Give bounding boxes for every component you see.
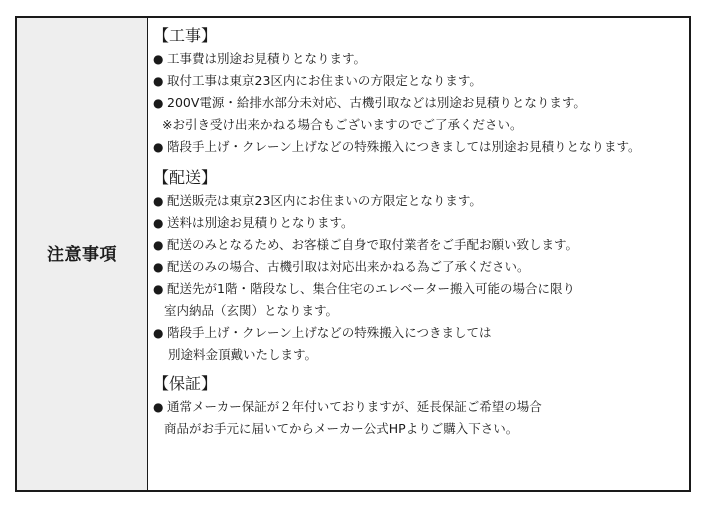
notice-table [15, 16, 691, 492]
list-item-continuation: 室内納品（玄関）となります。 [164, 303, 339, 318]
bullet-icon: ● [153, 238, 164, 252]
bullet-icon: ● [153, 52, 164, 66]
section-title-construction: 【工事】 [153, 26, 218, 45]
list-item: ● 取付工事は東京23区内にお住まいの方限定となります。 [153, 70, 689, 92]
section-title-delivery: 【配送】 [153, 168, 218, 187]
list-item: ● 配送のみの場合、古機引取は対応出来かねる為ご了承ください。 [153, 256, 689, 278]
list-item: ● 配送先が1階・階段なし、集合住宅のエレベーター搬入可能の場合に限り [153, 278, 689, 300]
list-item: ● 階段手上げ・クレーン上げなどの特殊搬入につきましては [153, 322, 689, 344]
list-item: ● 配送販売は東京23区内にお住まいの方限定となります。 [153, 190, 689, 212]
bullet-icon: ● [153, 400, 164, 414]
bullet-icon: ● [153, 282, 164, 296]
bullet-icon: ● [153, 96, 164, 110]
list-item: ● 工事費は別途お見積りとなります。 [153, 48, 689, 70]
notice-content [148, 18, 689, 490]
list-item-continuation: 別途料金頂戴いたします。 [168, 347, 318, 362]
list-note: ※お引き受け出来かねる場合もございますのでご了承ください。 [162, 117, 523, 132]
bullet-icon: ● [153, 140, 164, 154]
list-item: ● 階段手上げ・クレーン上げなどの特殊搬入につきましては別途お見積りとなります。 [153, 136, 689, 158]
list-item: ● 配送のみとなるため、お客様ご自身で取付業者をご手配お願い致します。 [153, 234, 689, 256]
bullet-icon: ● [153, 326, 164, 340]
list-item: ● 送料は別途お見積りとなります。 [153, 212, 689, 234]
section-gap [153, 158, 689, 166]
section-title-warranty: 【保証】 [153, 374, 218, 393]
notice-label: 注意事項 [47, 244, 117, 265]
bullet-icon: ● [153, 74, 164, 88]
list-item-continuation: 商品がお手元に届いてからメーカー公式HPよりご購入下さい。 [164, 421, 519, 436]
list-item: ● 200V電源・給排水部分未対応、古機引取などは別途お見積りとなります。 [153, 92, 689, 114]
bullet-icon: ● [153, 260, 164, 274]
bullet-icon: ● [153, 216, 164, 230]
bullet-icon: ● [153, 194, 164, 208]
notice-label-cell [17, 18, 148, 490]
list-item: ● 通常メーカー保証が２年付いておりますが、延長保証ご希望の場合 [153, 396, 689, 418]
